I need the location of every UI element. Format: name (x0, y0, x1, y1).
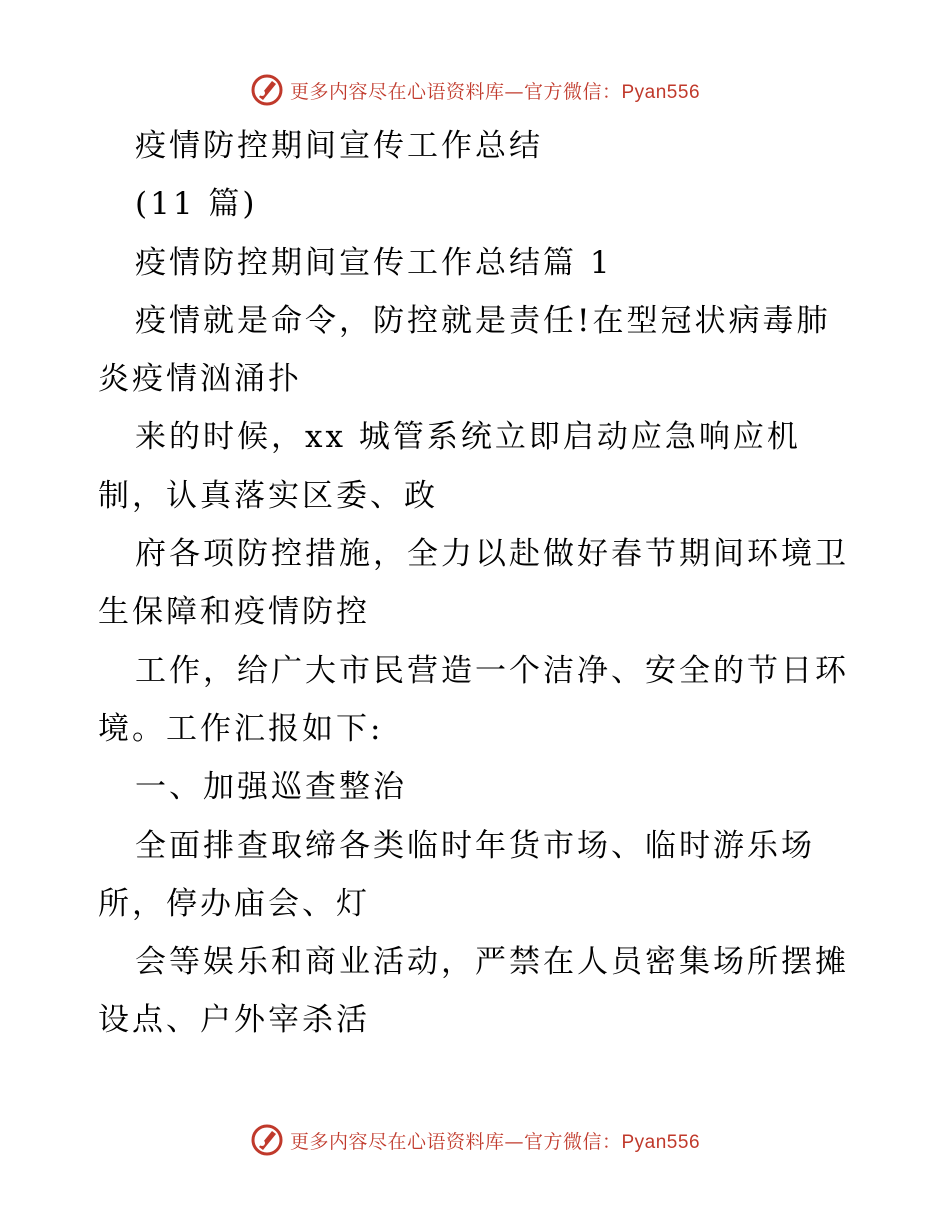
banner-main-text: 更多内容尽在心语资料库—官方微信： (289, 80, 622, 103)
document-line: 会等娱乐和商业活动，严禁在人员密集场所摆摊 (135, 944, 849, 981)
document-line: (11 篇) (135, 186, 258, 223)
document-line: 炎疫情汹涌扑 (98, 361, 302, 398)
banner-main-text: 更多内容尽在心语资料库—官方微信： (289, 1130, 622, 1153)
document-line: 全面排查取缔各类临时年货市场、临时游乐场 (135, 827, 815, 864)
footer-watermark-banner (0, 1120, 950, 1160)
document-line: 疫情防控期间宣传工作总结 (135, 128, 543, 164)
document-body (98, 117, 858, 1050)
document-line: 一、加强巡查整治 (135, 769, 407, 806)
header-watermark-banner (0, 70, 950, 110)
document-line: 制，认真落实区委、政 (98, 477, 438, 514)
document-line: 设点、户外宰杀活 (98, 1002, 370, 1039)
banner-wechat-id: Pyan556 (621, 81, 701, 103)
document-line: 所，停办庙会、灯 (98, 885, 370, 922)
pen-circle-logo-icon (250, 1123, 284, 1157)
document-line: 府各项防控措施，全力以赴做好春节期间环境卫 (135, 536, 849, 573)
banner-text (290, 77, 700, 104)
document-line: 来的时候，xx 城管系统立即启动应急响应机 (135, 419, 801, 456)
document-line: 境。工作汇报如下: (98, 710, 384, 747)
document-line: 工作，给广大市民营造一个洁净、安全的节日环 (135, 652, 849, 689)
document-line: 疫情防控期间宣传工作总结篇 1 (135, 244, 613, 281)
banner-text (290, 1127, 700, 1154)
pen-circle-logo-icon (250, 73, 284, 107)
document-line: 生保障和疫情防控 (98, 594, 370, 631)
document-line: 疫情就是命令，防控就是责任!在型冠状病毒肺 (135, 302, 831, 339)
banner-wechat-id: Pyan556 (621, 1131, 701, 1153)
banner-content (250, 1123, 700, 1157)
banner-content (250, 73, 700, 107)
